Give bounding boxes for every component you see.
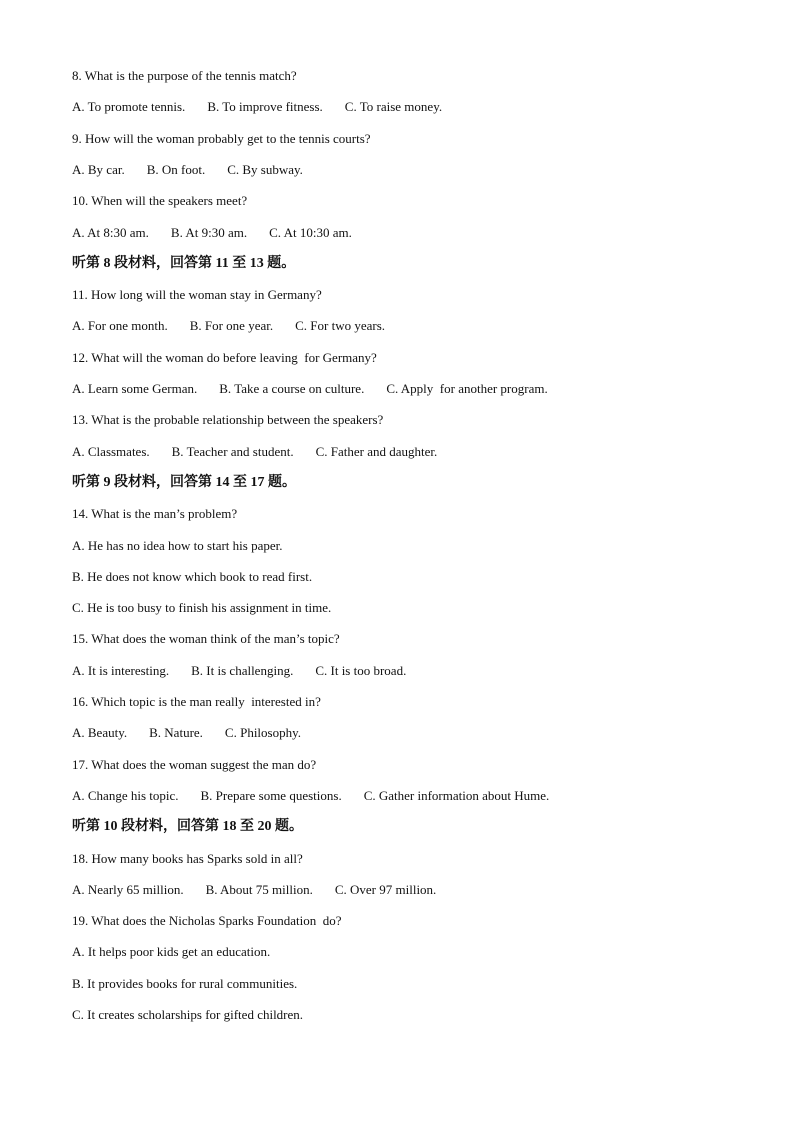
answer-options — [72, 444, 459, 460]
answer-options — [72, 318, 407, 334]
answer-option: C. It is too broad. — [315, 662, 407, 678]
question-text: A. He has no idea how to start his paper. — [72, 537, 283, 553]
answer-option: B. Prepare some questions. — [200, 787, 342, 803]
answer-option: C. By subway. — [227, 161, 303, 177]
answer-option: C. To raise money. — [344, 99, 443, 115]
section-heading: 听第 10 段材料，回答第 18 至 20 题。 — [72, 819, 303, 835]
answer-option: A. Nearly 65 million. — [72, 881, 184, 897]
question-text: 12. What will the woman do before leaving for Germany? — [72, 349, 377, 365]
answer-option: C. Philosophy. — [224, 725, 302, 741]
answer-option: C. For two years. — [295, 318, 386, 334]
answer-option: B. On foot. — [146, 161, 206, 177]
answer-option: A. Classmates. — [72, 443, 150, 459]
answer-option: B. At 9:30 am. — [170, 224, 248, 240]
answer-option: C. At 10:30 am. — [269, 224, 352, 240]
question-text: A. It helps poor kids get an education. — [72, 944, 271, 960]
question-text: B. He does not know which book to read first. — [72, 568, 313, 584]
answer-option: A. By car. — [72, 161, 125, 177]
answer-option: A. Learn some German. — [72, 381, 198, 396]
question-text: 10. When will the speakers meet? — [72, 193, 248, 209]
question-text: 8. What is the purpose of the tennis match? — [72, 68, 297, 83]
question-text: 16. Which topic is the man really interested in? — [72, 694, 321, 709]
answer-option: B. To improve fitness. — [207, 99, 323, 115]
answer-option: B. It is challenging. — [191, 662, 294, 678]
answer-option: C. Father and daughter. — [315, 443, 438, 459]
answer-option: B. About 75 million. — [205, 881, 313, 897]
answer-options — [72, 162, 325, 178]
question-text: 15. What does the woman think of the man’s topic? — [72, 631, 340, 647]
answer-option: B. Take a course on culture. — [219, 381, 365, 396]
question-text: 9. How will the woman probably get to the tennis courts? — [72, 130, 371, 146]
answer-option: B. Teacher and student. — [171, 443, 294, 459]
answer-option: C. Gather information about Hume. — [363, 787, 550, 803]
answer-option: A. It is interesting. — [72, 662, 170, 678]
answer-option: A. At 8:30 am. — [72, 224, 149, 240]
section-heading: 听第 9 段材料，回答第 14 至 17 题。 — [72, 474, 296, 490]
answer-options — [72, 225, 374, 241]
section-heading: 听第 8 段材料，回答第 11 至 13 题。 — [72, 255, 296, 271]
question-text: C. He is too busy to finish his assignment in time. — [72, 600, 332, 616]
answer-option: A. Change his topic. — [72, 787, 179, 803]
question-text: 17. What does the woman suggest the man do? — [72, 756, 317, 772]
question-text: 13. What is the probable relationship between the speakers? — [72, 412, 384, 428]
answer-options — [72, 663, 428, 679]
question-text: C. It creates scholarships for gifted children. — [72, 1007, 304, 1022]
answer-options — [72, 381, 570, 397]
answer-option: B. For one year. — [189, 318, 274, 334]
answer-option: B. Nature. — [149, 725, 203, 741]
answer-option: C. Apply for another program. — [386, 381, 548, 396]
answer-option: A. To promote tennis. — [72, 99, 186, 115]
answer-option: A. For one month. — [72, 318, 168, 334]
answer-option: A. Beauty. — [72, 725, 128, 741]
question-text: 19. What does the Nicholas Sparks Foundation do? — [72, 913, 342, 929]
answer-options — [72, 99, 464, 115]
answer-options — [72, 788, 571, 804]
answer-options — [72, 725, 323, 741]
question-text: 14. What is the man’s problem? — [72, 506, 238, 522]
question-text: 11. How long will the woman stay in Germany? — [72, 287, 322, 303]
question-text: B. It provides books for rural communities. — [72, 975, 298, 991]
answer-options — [72, 882, 458, 898]
question-text: 18. How many books has Sparks sold in all? — [72, 850, 303, 866]
answer-option: C. Over 97 million. — [334, 881, 437, 897]
